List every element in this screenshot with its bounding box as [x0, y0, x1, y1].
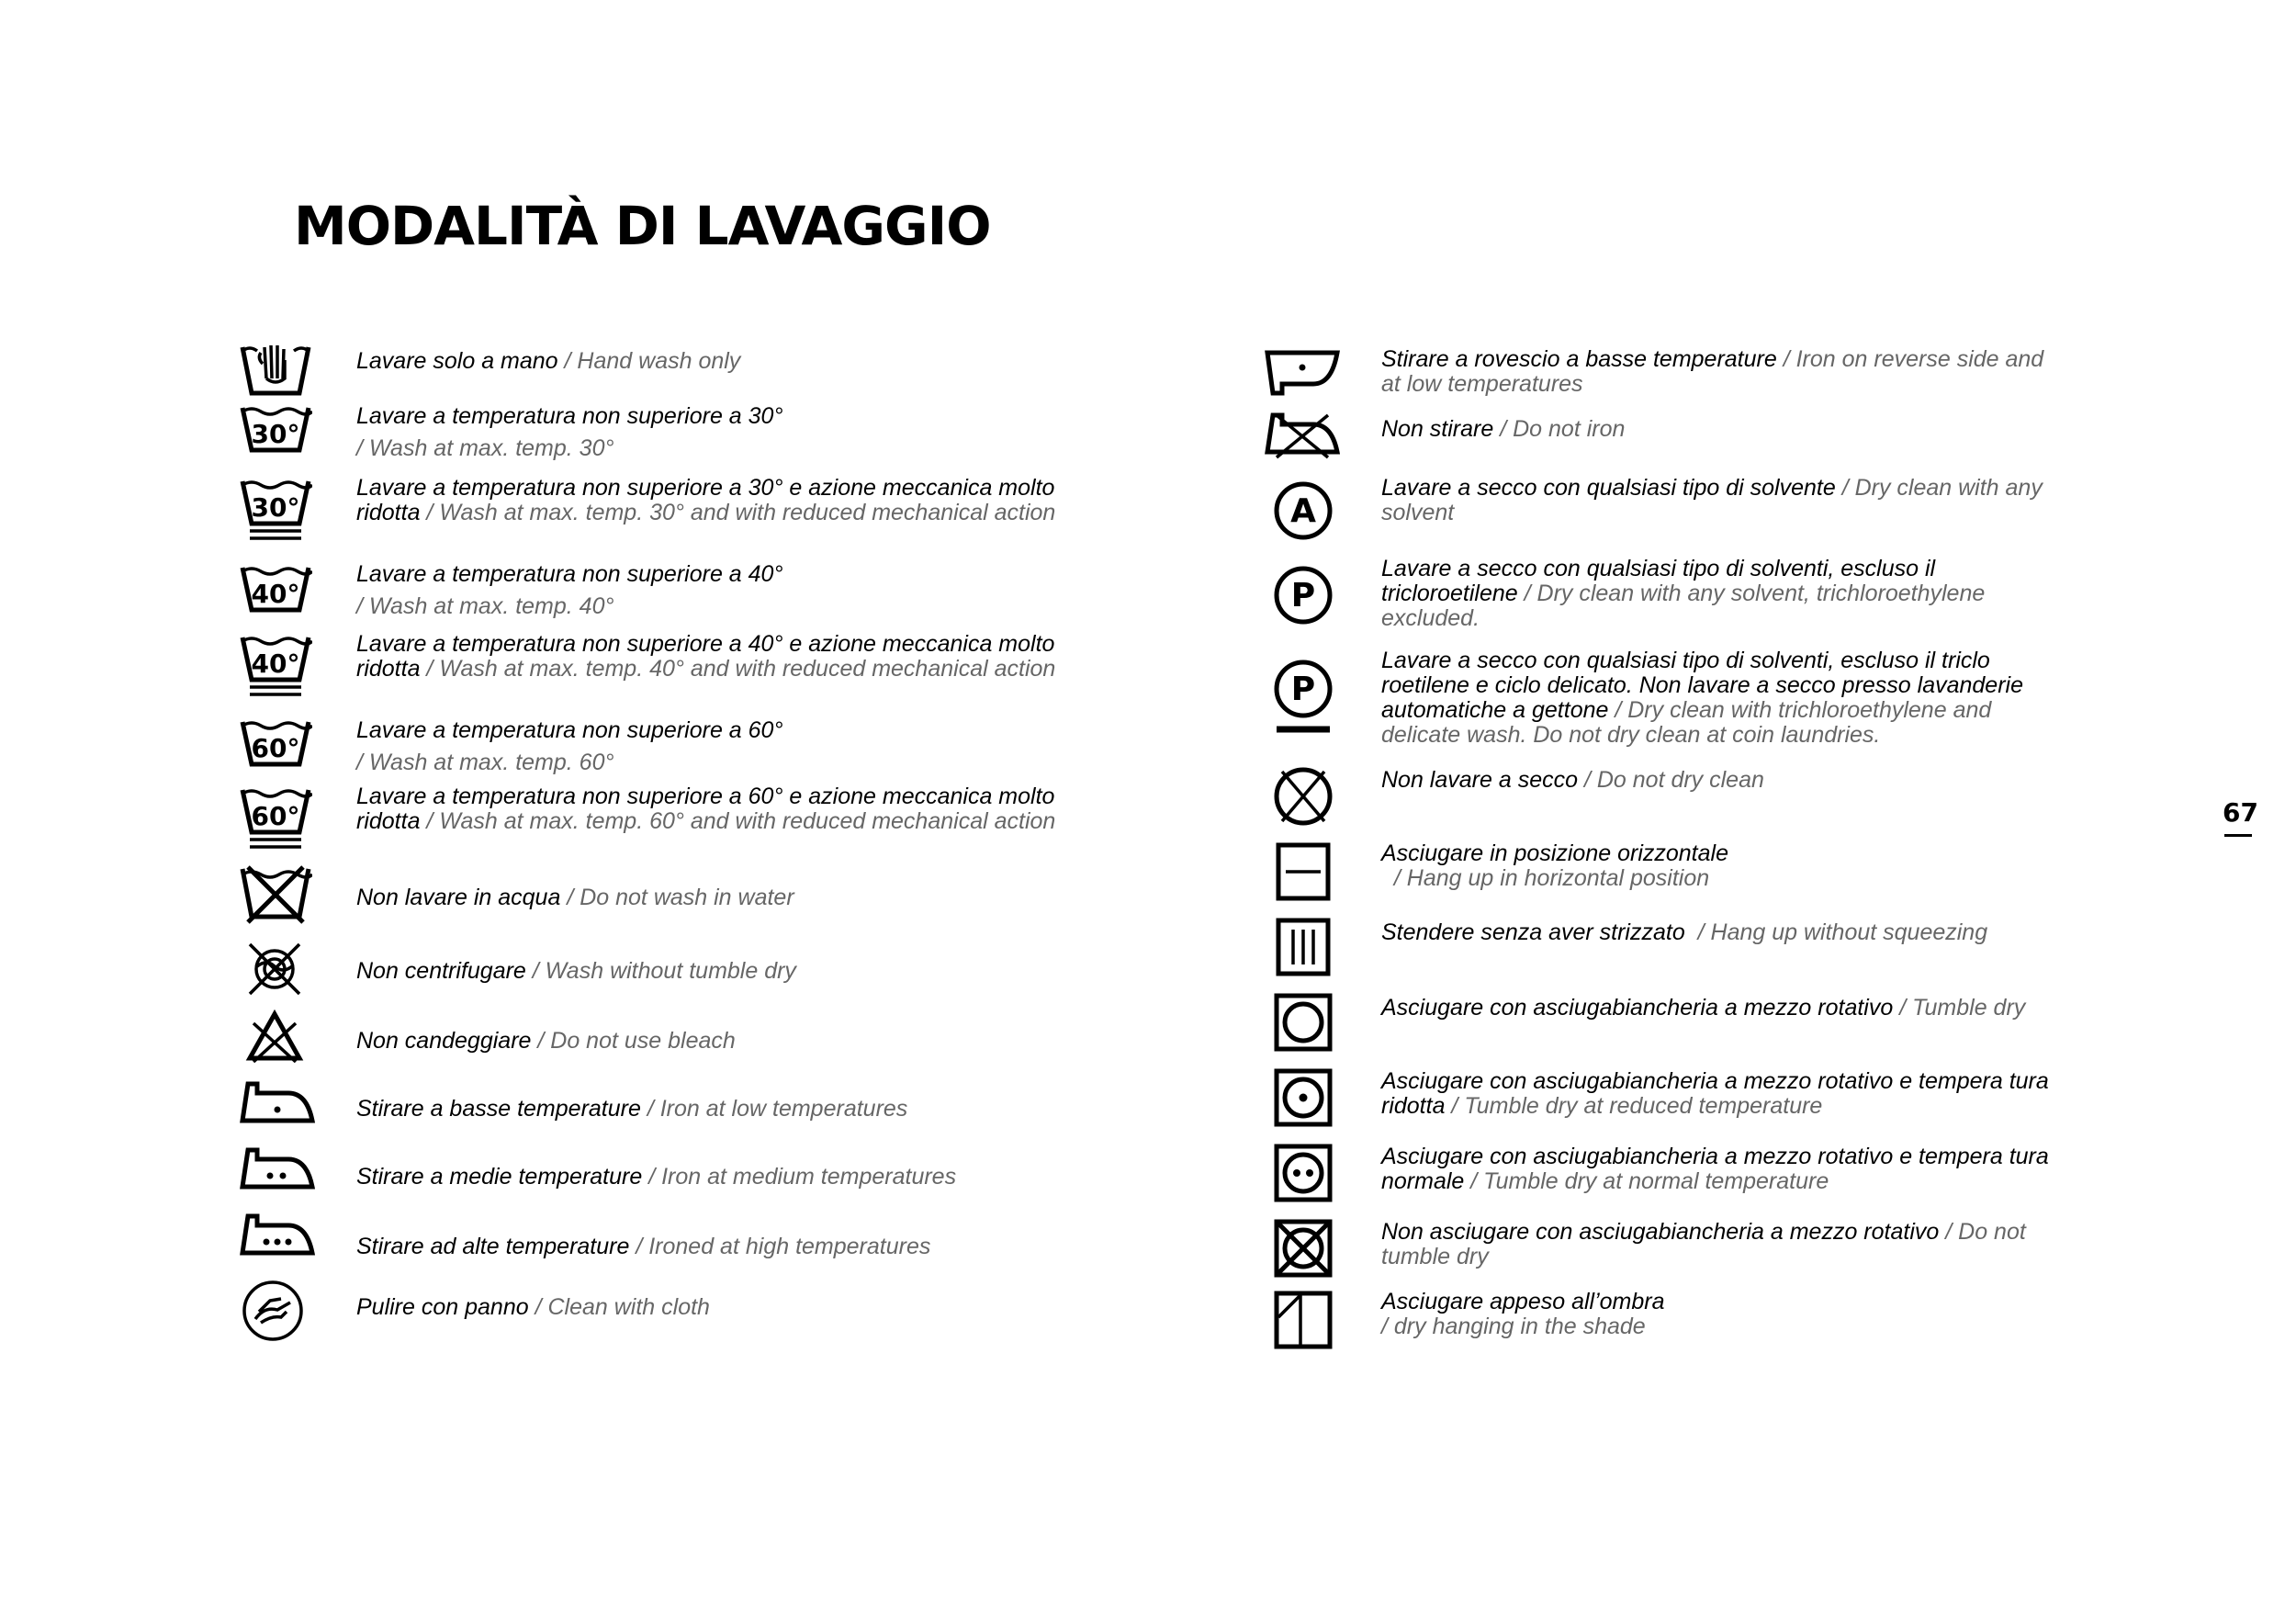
care-text-it: Asciugare appeso all’ombra	[1381, 1289, 1665, 1314]
care-text-it: Lavare a temperatura non superiore a 30°	[356, 403, 783, 429]
iron-medium-icon	[239, 1146, 316, 1192]
care-text-it: Lavare a temperatura non superiore a 60°	[356, 717, 783, 743]
temp-label: 40°	[251, 648, 300, 679]
care-text-en: / Iron at low temperatures	[640, 1096, 908, 1122]
care-text-it: Pulire con panno	[356, 1294, 529, 1320]
care-text-it: Stirare ad alte temperature	[356, 1234, 630, 1259]
care-text-it: Non lavare a secco	[1381, 767, 1579, 793]
solvent-letter: A	[1290, 492, 1316, 530]
care-text-it: Non centrifugare	[356, 958, 526, 984]
dry-clean-p-icon	[1273, 557, 1334, 626]
care-text-it: Lavare a secco con qualsiasi tipo di solventi, escluso il triclo roetilene e ciclo delicato. Non lavare a secco presso lavanderie automatiche a gettone	[1381, 648, 2023, 723]
care-text-it: Lavare a temperatura non superiore a 30° e azione meccanica molto ridotta	[356, 475, 1055, 525]
care-text-en: / Hang up in horizontal position	[1381, 865, 1710, 891]
care-text-it: Lavare a temperatura non superiore a 40°	[356, 561, 783, 587]
temp-label: 60°	[251, 733, 300, 763]
wash-30-icon	[239, 402, 312, 457]
care-text-en: / Iron at medium temperatures	[642, 1164, 957, 1190]
care-text-en: / Ironed at high temperatures	[629, 1234, 931, 1259]
solvent-letter: P	[1290, 671, 1316, 708]
hand-wash-icon	[239, 340, 312, 404]
care-text-en: / Iron on reverse side and at low temperatures	[1381, 346, 2044, 397]
iron-high-icon	[239, 1212, 316, 1258]
dry-clean-p-gentle-icon	[1273, 648, 1334, 737]
care-text-en: / Do not dry clean	[1578, 767, 1764, 793]
tumble-dry-low-icon	[1273, 1067, 1334, 1128]
drip-dry-icon	[1273, 917, 1334, 977]
do-not-wring-icon	[244, 939, 305, 999]
tumble-dry-icon	[1273, 992, 1334, 1053]
wash-60-icon	[239, 716, 312, 772]
care-text-en: / Clean with cloth	[528, 1294, 710, 1320]
care-text-en: / Tumble dry at normal temperature	[1464, 1168, 1829, 1194]
temp-label: 30°	[251, 419, 300, 449]
care-text-it: Non asciugare con asciugabiancheria a mezzo rotativo	[1381, 1219, 1940, 1245]
wash-40-icon	[239, 562, 312, 617]
page-title: MODALITÀ DI LAVAGGIO	[294, 195, 991, 257]
care-text-en: / Do not use bleach	[531, 1028, 736, 1054]
care-text-en: / Dry clean with any solvent, trichloroethylene excluded.	[1381, 581, 1986, 631]
care-text-it: Non candeggiare	[356, 1028, 532, 1054]
care-text-en: / Wash at max. temp. 30°	[356, 435, 614, 461]
care-text-en: / Hang up without squeezing	[1684, 919, 1988, 945]
care-text-en: / Wash at max. temp. 30° and with reduced mechanical action	[420, 500, 1056, 525]
do-not-bleach-icon	[244, 1009, 305, 1066]
dry-flat-icon	[1273, 841, 1334, 902]
iron-low-icon	[239, 1080, 316, 1126]
care-text-en: / Wash without tumble dry	[525, 958, 796, 984]
dry-in-shade-icon	[1273, 1290, 1334, 1350]
care-text-en: / Do not tumble dry	[1381, 1219, 2026, 1269]
wash-60-gentle-icon	[239, 784, 312, 854]
care-text-it: Asciugare con asciugabiancheria a mezzo rotativo	[1381, 995, 1894, 1021]
care-text-it: Asciugare con asciugabiancheria a mezzo rotativo e tempera tura normale	[1381, 1144, 2049, 1194]
solvent-letter: P	[1290, 577, 1316, 615]
wash-30-gentle-icon	[239, 476, 312, 546]
care-text-en: / Dry clean with any solvent	[1381, 475, 2043, 525]
care-text-en: / Hand wash only	[557, 348, 741, 374]
care-text-it: Stirare a medie temperature	[356, 1164, 643, 1190]
care-text-it: Asciugare con asciugabiancheria a mezzo rotativo e tempera tura ridotta	[1381, 1068, 2049, 1119]
care-text-it: Lavare solo a mano	[356, 348, 558, 374]
care-text-en: / Dry clean with trichloroethylene and delicate wash. Do not dry clean at coin laundries.	[1381, 697, 1992, 748]
care-text-it: Lavare a temperatura non superiore a 40° e azione meccanica molto ridotta	[356, 631, 1055, 682]
do-not-iron-icon	[1264, 412, 1341, 459]
care-text-en: / Tumble dry	[1893, 995, 2026, 1021]
clean-with-cloth-icon	[241, 1279, 305, 1343]
page-number-underline	[2224, 834, 2252, 837]
iron-reverse-low-icon	[1264, 347, 1341, 397]
wash-40-gentle-icon	[239, 632, 312, 702]
do-not-dry-clean-icon	[1273, 764, 1334, 829]
care-text-en: / Do not wash in water	[560, 885, 794, 910]
care-text-en: / Wash at max. temp. 60° and with reduced mechanical action	[420, 808, 1056, 834]
care-text-it: Stirare a rovescio a basse temperature	[1381, 346, 1777, 372]
care-text-en: / Wash at max. temp. 40°	[356, 593, 614, 619]
temp-label: 30°	[251, 492, 300, 523]
page-number: 67	[2223, 797, 2258, 828]
dry-clean-a-icon	[1273, 476, 1334, 546]
temp-label: 40°	[251, 579, 300, 609]
care-text-it: Lavare a temperatura non superiore a 60° e azione meccanica molto ridotta	[356, 784, 1055, 834]
care-text-en: / dry hanging in the shade	[1381, 1314, 1646, 1339]
care-text-it: Stendere senza aver strizzato	[1381, 919, 1685, 945]
care-text-it: Non lavare in acqua	[356, 885, 561, 910]
do-not-tumble-dry-icon	[1273, 1218, 1334, 1279]
care-text-it: Non stirare	[1381, 416, 1494, 442]
care-text-it: Stirare a basse temperature	[356, 1096, 641, 1122]
care-text-en: / Wash at max. temp. 40° and with reduced mechanical action	[420, 656, 1056, 682]
care-text-en: / Tumble dry at reduced temperature	[1445, 1093, 1823, 1119]
care-text-it: Lavare a secco con qualsiasi tipo di solvente	[1381, 475, 1836, 501]
do-not-wash-icon	[239, 863, 312, 924]
tumble-dry-normal-icon	[1273, 1143, 1334, 1203]
care-text-it: Lavare a secco con qualsiasi tipo di solventi, escluso il tricloroetilene	[1381, 556, 1936, 606]
care-text-en: / Wash at max. temp. 60°	[356, 750, 614, 775]
temp-label: 60°	[251, 801, 300, 831]
care-text-en: / Do not iron	[1493, 416, 1626, 442]
care-text-it: Asciugare in posizione orizzontale	[1381, 840, 1728, 866]
